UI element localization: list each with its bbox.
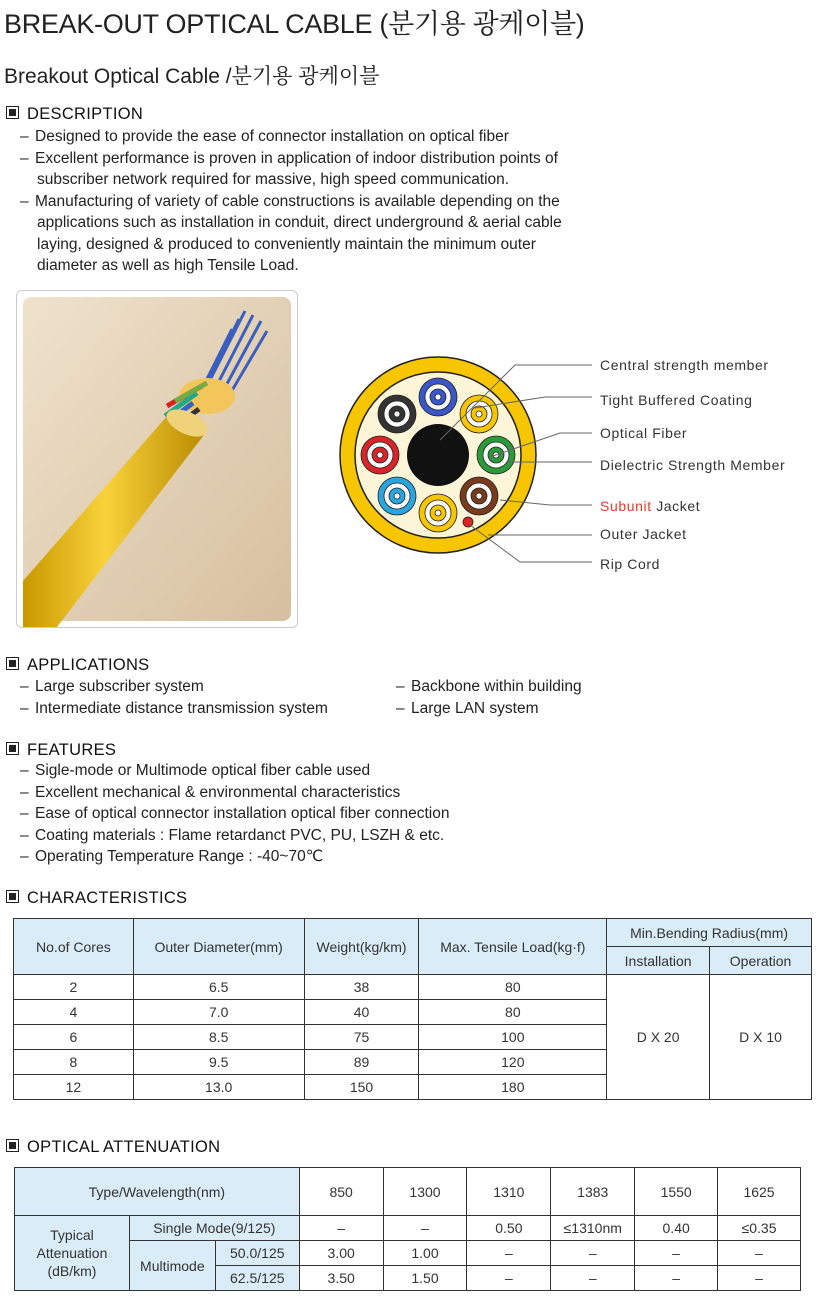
label-dielectric-strength-member: Dielectric Strength Member xyxy=(600,457,786,473)
wavelength-cell: 1550 xyxy=(635,1168,718,1216)
subunit xyxy=(419,494,457,532)
section-heading-characteristics: CHARACTERISTICS xyxy=(6,889,187,908)
header-cell: Installation xyxy=(607,947,710,975)
label-optical-fiber: Optical Fiber xyxy=(600,425,688,441)
wavelength-cell: 1300 xyxy=(383,1168,467,1216)
subunit xyxy=(419,378,457,416)
description-list xyxy=(20,126,562,277)
section-heading-applications: APPLICATIONS xyxy=(6,656,150,675)
table-row: 2 6.5 38 80 D X 20 D X 10 xyxy=(14,975,812,1000)
central-strength-member xyxy=(407,424,469,486)
page-title: BREAK-OUT OPTICAL CABLE (분기용 광케이블) xyxy=(4,9,585,39)
subunit xyxy=(361,436,399,474)
list-item: – Operating Temperature Range : -40~70℃ xyxy=(20,848,324,865)
installation-value: D X 20 xyxy=(607,975,710,1100)
cable-photo xyxy=(16,290,298,628)
list-item-continuation: laying, designed & produced to conveniently maintain the minimum outer xyxy=(37,235,536,253)
section-heading-features: FEATURES xyxy=(6,741,116,760)
square-bullet-icon xyxy=(6,106,19,119)
wavelength-cell: 1625 xyxy=(718,1168,801,1216)
subunit xyxy=(378,477,416,515)
list-item-continuation: diameter as well as high Tensile Load. xyxy=(37,257,299,274)
list-item: – Manufacturing of variety of cable constructions is available depending on the xyxy=(20,192,560,210)
subunit xyxy=(460,477,498,515)
header-cell: Min.Bending Radius(mm) xyxy=(607,919,812,947)
section-heading-optical-attenuation: OPTICAL ATTENUATION xyxy=(6,1138,220,1157)
header-cell: Max. Tensile Load(kg·f) xyxy=(419,919,607,975)
table-row: Multimode 50.0/125 3.00 1.00 – – – – xyxy=(15,1241,801,1266)
list-item: – Large subscriber system xyxy=(20,678,204,695)
applications-left-list xyxy=(20,676,328,719)
table-row: Typical Attenuation (dB/km) Single Mode(9/125) – – 0.50 ≤1310nm 0.40 ≤0.35 xyxy=(15,1216,801,1241)
table-row: 4 7.0 40 80 xyxy=(14,1000,812,1025)
section-heading-description: DESCRIPTION xyxy=(6,105,143,124)
multimode-label: Multimode xyxy=(129,1241,215,1291)
label-central-strength-member: Central strength member xyxy=(600,357,769,373)
square-bullet-icon xyxy=(6,742,19,755)
list-item: – Excellent mechanical & environmental characteristics xyxy=(20,783,401,801)
operation-value: D X 10 xyxy=(710,975,812,1100)
list-item: – Coating materials : Flame retardanct PVC, PU, LSZH & etc. xyxy=(20,826,445,844)
square-bullet-icon xyxy=(6,1139,19,1152)
table-row: 62.5/125 3.50 1.50 – – – – xyxy=(15,1266,801,1291)
header-cell: Operation xyxy=(710,947,812,975)
list-item-continuation: applications such as installation in conduit, direct underground & aerial cable xyxy=(37,214,562,231)
list-item-continuation: subscriber network required for massive, high speed communication. xyxy=(37,171,510,188)
wavelength-cell: 850 xyxy=(299,1168,383,1216)
square-bullet-icon xyxy=(6,657,19,670)
subunit xyxy=(378,395,416,433)
list-item: – Sigle-mode or Multimode optical fiber cable used xyxy=(20,762,371,779)
applications-right-list xyxy=(396,676,582,719)
attenuation-table xyxy=(14,1167,801,1291)
wavelength-cell: 1310 xyxy=(467,1168,551,1216)
label-outer-jacket: Outer Jacket xyxy=(600,526,687,542)
list-item: – Designed to provide the ease of connector installation on optical fiber xyxy=(20,128,509,145)
single-mode-label: Single Mode(9/125) xyxy=(129,1216,299,1241)
list-item: – Ease of optical connector installation optical fiber connection xyxy=(20,805,450,822)
list-item: – Backbone within building xyxy=(396,678,582,695)
header-cell: Type/Wavelength(nm) xyxy=(15,1168,300,1216)
label-subunit-jacket: Subunit Jacket xyxy=(600,498,701,514)
list-item: – Excellent performance is proven in application of indoor distribution points of xyxy=(20,149,558,167)
typical-attenuation-label: Typical Attenuation (dB/km) xyxy=(15,1216,130,1291)
header-cell: No.of Cores xyxy=(14,919,134,975)
header-cell: Weight(kg/km) xyxy=(304,919,419,975)
list-item: – Large LAN system xyxy=(396,699,539,717)
list-item: – Intermediate distance transmission system xyxy=(20,699,328,717)
wavelength-cell: 1383 xyxy=(551,1168,635,1216)
features-list xyxy=(20,760,449,868)
square-bullet-icon xyxy=(6,890,19,903)
label-tight-buffered-coating: Tight Buffered Coating xyxy=(600,392,753,408)
label-rip-cord: Rip Cord xyxy=(600,556,661,572)
table-row: 8 9.5 89 120 xyxy=(14,1050,812,1075)
header-cell: Outer Diameter(mm) xyxy=(133,919,304,975)
table-row: 12 13.0 150 180 xyxy=(14,1075,812,1100)
characteristics-table xyxy=(13,918,812,1100)
page-subtitle: Breakout Optical Cable /분기용 광케이블 xyxy=(4,65,380,88)
table-row: 6 8.5 75 100 xyxy=(14,1025,812,1050)
